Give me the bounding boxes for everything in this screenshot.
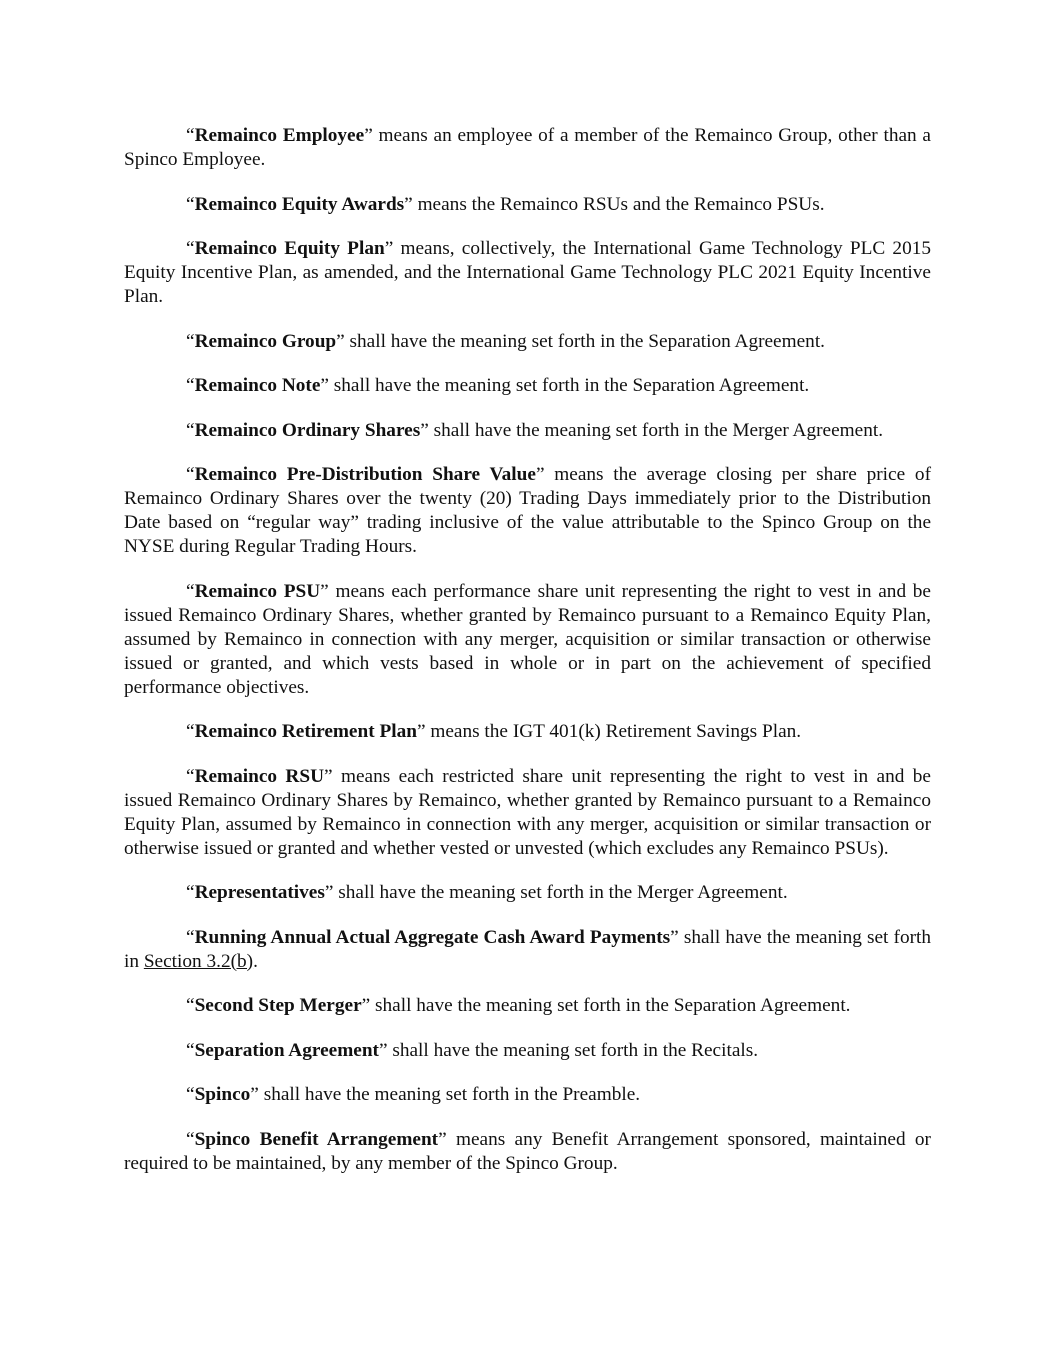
defined-term: Running Annual Actual Aggregate Cash Award Payments (194, 926, 671, 948)
defined-term: Remainco Ordinary Shares (194, 419, 421, 441)
definition-text: means the IGT 401(k) Retirement Savings Plan. (430, 721, 802, 742)
definition-remainco-retirement-plan: “Remainco Retirement Plan” means the IGT 401(k) Retirement Savings Plan. (186, 721, 802, 742)
definition-text: shall have the meaning set forth in the Separation Agreement. (349, 330, 825, 352)
definition-remainco-ordinary-shares: “Remainco Ordinary Shares” shall have the meaning set forth in the Merger Agreement. (186, 419, 884, 441)
definition-remainco-rsu: “Remainco RSU” means each restricted share unit representing the right to vest in and be issued Remainco Ordinary Shares by Remainco, whether granted by Remainco pursuant to a Remainco Equity Plan, assumed by Remainco in connection with any merger, acquisition or similar transaction or otherwise issued or granted and whether vested or unvested (which excludes any Remainco PSUs). (124, 765, 931, 859)
defined-term: Remainco RSU (194, 765, 324, 787)
definition-remainco-equity-plan: “Remainco Equity Plan” means, collectively, the International Game Technology PLC 2015 Equity Incentive Plan, as amended, and the International Game Technology PLC 2021 Equity Incentive Plan. (124, 238, 931, 307)
definition-text: shall have the meaning set forth in the Recitals. (392, 1039, 759, 1061)
definition-representatives: “Representatives” shall have the meaning set forth in the Merger Agreement. (186, 882, 788, 903)
definition-text: means the Remainco RSUs and the Remainco PSUs. (417, 193, 825, 215)
defined-term: Remainco Group (194, 330, 337, 352)
definition-remainco-employee: “Remainco Employee” means an employee of a member of the Remainco Group, other than a Spinco Employee. (124, 125, 931, 170)
definition-remainco-pre-distribution-share-value: “Remainco Pre-Distribution Share Value” means the average closing per share price of Remainco Ordinary Shares over the twenty (20) Trading Days immediately prior to the Distribution Date based on “regular way” trading inclusive of the value attributable to the Spinco Group on the NYSE during Regular Trading Hours. (124, 464, 931, 557)
definition-text: shall have the meaning set forth in the Separation Agreement. (375, 995, 851, 1016)
definition-spinco-benefit-arrangement: “Spinco Benefit Arrangement” means any Benefit Arrangement sponsored, maintained or required to be maintained, by any member of the Spinco Group. (124, 1128, 931, 1174)
defined-term: Remainco Note (194, 375, 321, 396)
defined-term: Remainco Employee (194, 125, 365, 146)
defined-term: Remainco Equity Plan (194, 238, 385, 259)
definition-remainco-equity-awards: “Remainco Equity Awards” means the Remainco RSUs and the Remainco PSUs. (186, 193, 825, 215)
definition-text: means any Benefit Arrangement sponsored, maintained or required to be maintained, by any member of the Spinco Group. (124, 1128, 931, 1174)
definition-text: means, collectively, the International Game Technology PLC 2015 Equity Incentive Plan, as amended, and the International Game Technology PLC 2021 Equity Incentive Plan. (124, 238, 931, 307)
defined-term: Remainco Pre-Distribution Share Value (194, 464, 536, 485)
section-cross-reference-link[interactable]: Section 3.2(b) (143, 950, 254, 972)
defined-term: Remainco Retirement Plan (194, 721, 417, 742)
definition-text: shall have the meaning set forth in (124, 926, 932, 972)
definition-text: means an employee of a member of the Remainco Group, other than a Spinco Employee. (124, 125, 931, 170)
document-page (124, 124, 931, 1196)
defined-term: Remainco PSU (194, 580, 321, 602)
definition-text: shall have the meaning set forth in the Preamble. (263, 1084, 641, 1105)
defined-term: Remainco Equity Awards (194, 193, 405, 215)
defined-term: Separation Agreement (194, 1039, 379, 1061)
definition-text: shall have the meaning set forth in the Merger Agreement. (433, 419, 884, 441)
definition-text: shall have the meaning set forth in the Merger Agreement. (338, 882, 788, 903)
definition-running-annual-actual-aggregate-cash-award-payments: “Running Annual Actual Aggregate Cash Award Payments” shall have the meaning set forth in Section 3.2(b). (124, 926, 932, 972)
defined-term: Second Step Merger (194, 995, 362, 1016)
definition-text-end: . (253, 950, 258, 972)
defined-term: Spinco (194, 1084, 251, 1105)
definition-text: means each performance share unit representing the right to vest in and be issued Remainco Ordinary Shares, whether granted by Remainco pursuant to a Remainco Equity Plan, assumed by Remainco in connection with any merger, acquisition or similar transaction or otherwise issued or granted, and which vests based in whole or in part on the achievement of specified performance objectives. (124, 580, 931, 698)
defined-term: Representatives (194, 882, 325, 903)
definition-text: means each restricted share unit representing the right to vest in and be issued Remainco Ordinary Shares by Remainco, whether granted by Remainco pursuant to a Remainco Equity Plan, assumed by Remainco in connection with any merger, acquisition or similar transaction or otherwise issued or granted and whether vested or unvested (which excludes any Remainco PSUs). (124, 765, 931, 859)
definition-second-step-merger: “Second Step Merger” shall have the meaning set forth in the Separation Agreement. (186, 995, 851, 1016)
defined-term: Spinco Benefit Arrangement (194, 1128, 439, 1150)
definition-remainco-psu: “Remainco PSU” means each performance share unit representing the right to vest in and be issued Remainco Ordinary Shares, whether granted by Remainco pursuant to a Remainco Equity Plan, assumed by Remainco in connection with any merger, acquisition or similar transaction or otherwise issued or granted, and which vests based in whole or in part on the achievement of specified performance objectives. (124, 580, 931, 698)
definition-spinco: “Spinco” shall have the meaning set forth in the Preamble. (186, 1084, 641, 1105)
definition-remainco-group: “Remainco Group” shall have the meaning set forth in the Separation Agreement. (186, 330, 825, 352)
definition-remainco-note: “Remainco Note” shall have the meaning set forth in the Separation Agreement. (186, 375, 810, 396)
definition-text: means the average closing per share price of Remainco Ordinary Shares over the twenty (20) Trading Days immediately prior to the Distribution Date based on “regular way” trading inclusive of the value attributable to the Spinco Group on the NYSE during Regular Trading Hours. (124, 464, 931, 557)
definition-separation-agreement: “Separation Agreement” shall have the meaning set forth in the Recitals. (186, 1039, 759, 1061)
definition-text: shall have the meaning set forth in the Separation Agreement. (333, 375, 810, 396)
